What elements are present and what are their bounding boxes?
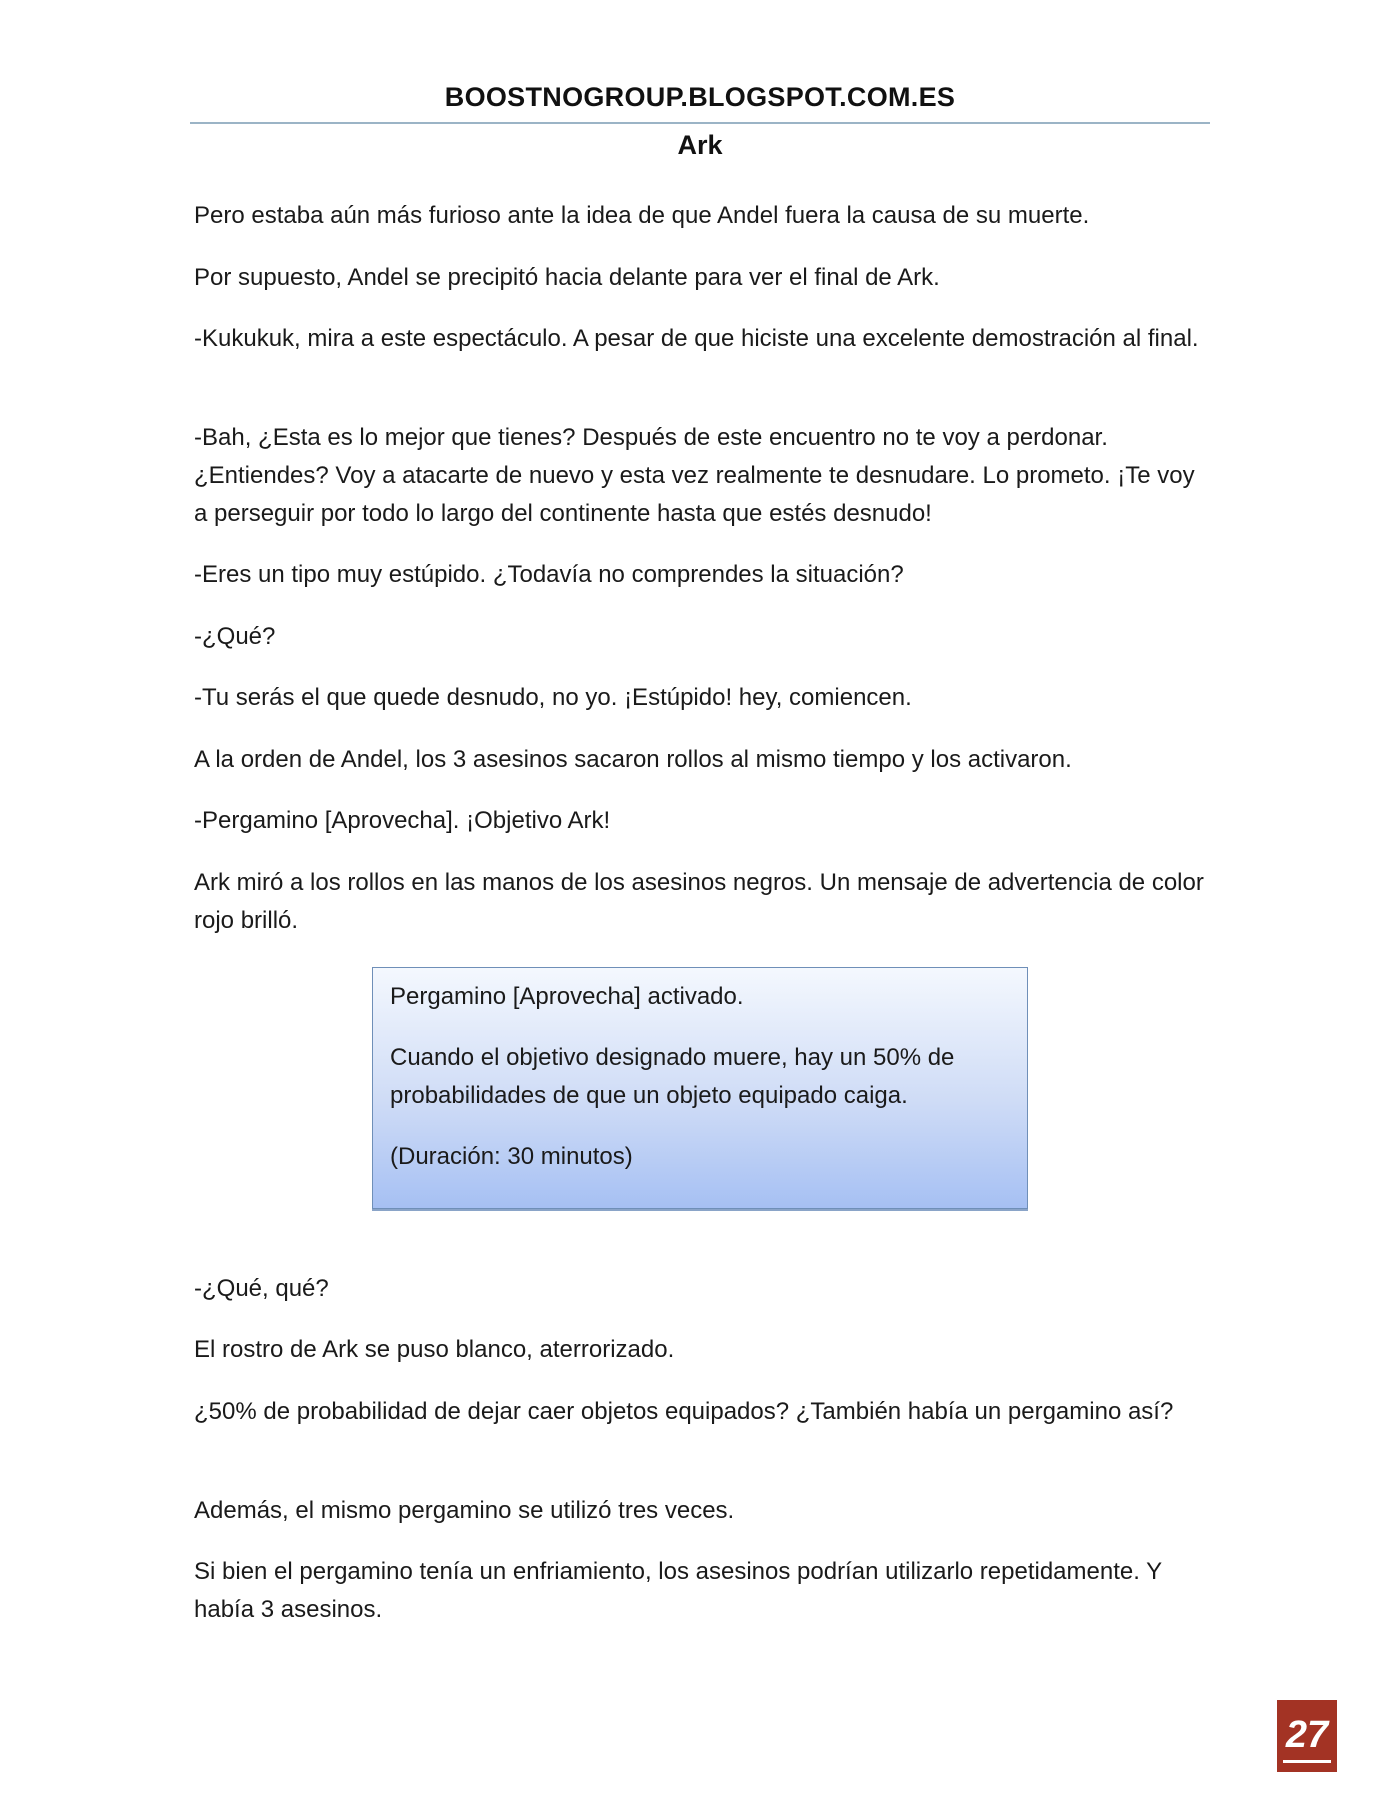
notice-duration: (Duración: 30 minutos) <box>390 1143 633 1170</box>
paragraph: -¿Qué, qué? <box>194 1275 329 1302</box>
paragraph: Por supuesto, Andel se precipitó hacia delante para ver el final de Ark. <box>194 264 940 291</box>
paragraph: -Pergamino [Aprovecha]. ¡Objetivo Ark! <box>194 807 611 834</box>
system-message-box <box>372 967 1028 1209</box>
paragraph: A la orden de Andel, los 3 asesinos sacaron rollos al mismo tiempo y los activaron. <box>194 746 1072 773</box>
paragraph: -Eres un tipo muy estúpido. ¿Todavía no comprendes la situación? <box>194 561 904 588</box>
paragraph: Además, el mismo pergamino se utilizó tres veces. <box>194 1497 735 1524</box>
paragraph: -Bah, ¿Esta es lo mejor que tienes? Después de este encuentro no te voy a perdonar. ¿Entiendes? Voy a atacarte de nuevo y esta vez realmente te desnudare. Lo prometo. ¡Te voy a perseguir por todo lo largo del continente hasta que estés desnudo! <box>194 424 1195 527</box>
paragraph: El rostro de Ark se puso blanco, aterrorizado. <box>194 1336 675 1363</box>
paragraph: -Tu serás el que quede desnudo, no yo. ¡Estúpido! hey, comiencen. <box>194 684 912 711</box>
site-header: BOOSTNOGROUP.BLOGSPOT.COM.ES <box>444 82 956 112</box>
page-number-badge: 27 <box>1277 1700 1337 1772</box>
page-number-underline <box>1283 1760 1331 1763</box>
chapter-title: Ark <box>677 130 723 160</box>
paragraph: ¿50% de probabilidad de dejar caer objetos equipados? ¿También había un pergamino así? <box>194 1398 1174 1425</box>
paragraph: -Kukukuk, mira a este espectáculo. A pesar de que hiciste una excelente demostración al final. <box>194 325 1199 352</box>
paragraph: Ark miró a los rollos en las manos de los asesinos negros. Un mensaje de advertencia de color rojo brilló. <box>194 869 1204 934</box>
notice-description: Cuando el objetivo designado muere, hay un 50% de probabilidades de que un objeto equipado caiga. <box>390 1044 955 1109</box>
paragraph: Si bien el pergamino tenía un enfriamiento, los asesinos podrían utilizarlo repetidamente. Y había 3 asesinos. <box>194 1558 1162 1623</box>
notice-title: Pergamino [Aprovecha] activado. <box>390 983 744 1010</box>
paragraph: Pero estaba aún más furioso ante la idea de que Andel fuera la causa de su muerte. <box>194 202 1090 229</box>
header-divider <box>190 122 1210 124</box>
paragraph: -¿Qué? <box>194 623 276 650</box>
